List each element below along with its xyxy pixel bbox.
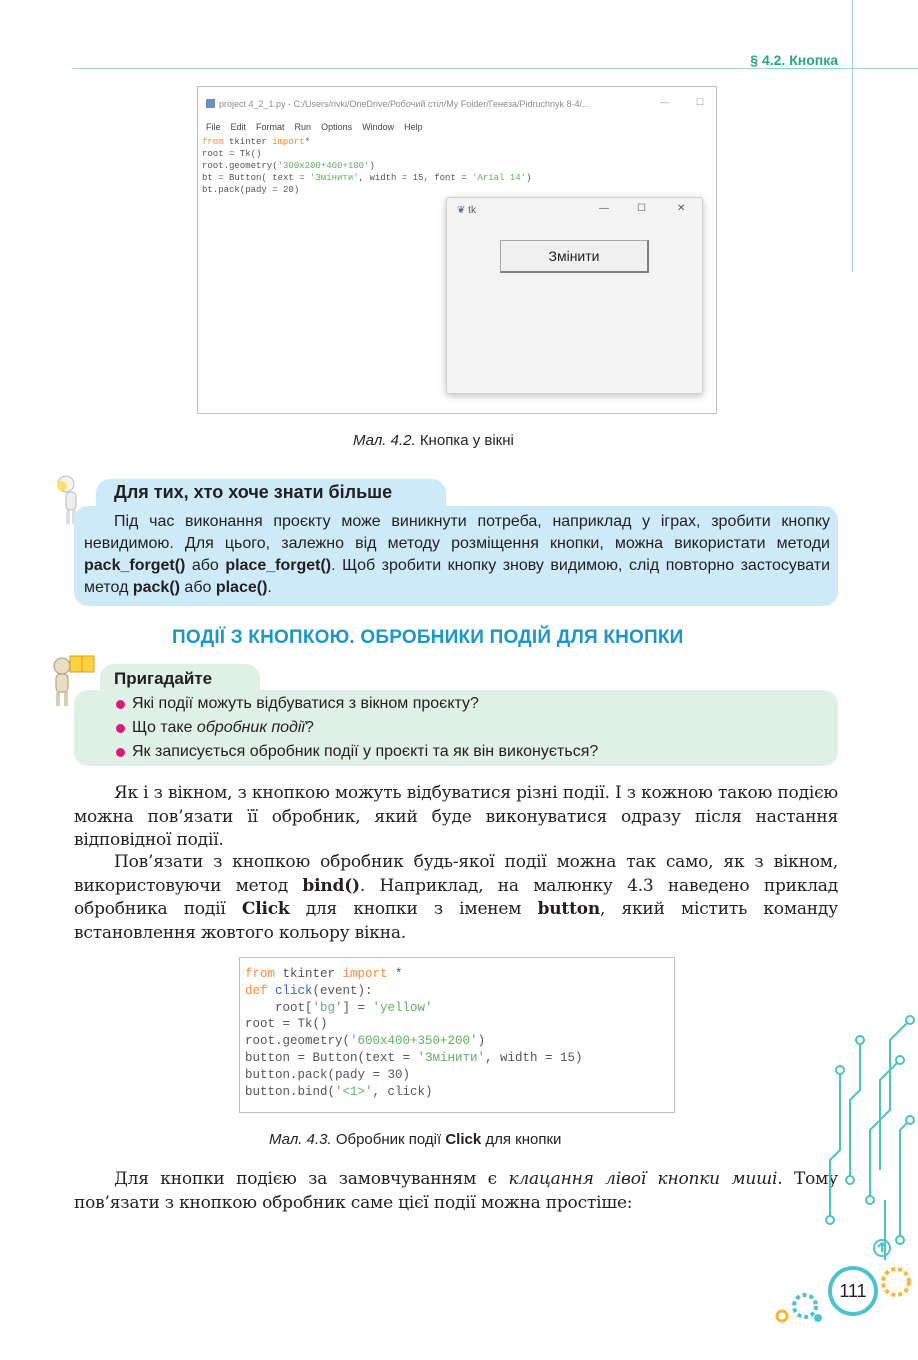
code-token-run: 'Змінити' (310, 173, 359, 183)
code-line (202, 161, 375, 171)
menu-window[interactable]: Window (362, 122, 395, 132)
tk-minimize-icon[interactable]: — (599, 203, 609, 214)
info-text-run: . (267, 579, 272, 596)
info-text-run: Під час виконання проєкту може виникнути потреба, наприклад у іграх, зробити кнопку невидимою. Для цього, залежно від методу розміщення кнопки, можна використати методи (84, 513, 830, 552)
info-text-run: place() (215, 579, 268, 596)
code-token-run: click (275, 983, 313, 998)
ide-title-text: project 4_2_1.py - C:/Users/rivki/OneDrive/Робочий стіл/My Folder/Генеза/Pidruchnyk 8-4/... (219, 99, 590, 109)
code-token-run: '<1>' (335, 1084, 373, 1099)
tk-window (446, 197, 703, 394)
tk-maximize-icon[interactable]: ☐ (637, 203, 646, 214)
remember-item-run: обробник події (196, 719, 305, 736)
paragraph-2-run: button (537, 899, 601, 919)
paragraph-2-run: Пов’язати з кнопкою обробник будь-якої події можна так само, як з вікном, використовуючи метод (74, 852, 838, 896)
code-token-run: root = Tk() (245, 1017, 328, 1032)
code-line (202, 137, 310, 147)
section-label: § 4.2. Кнопка (750, 52, 838, 68)
code-token-run: button.bind( (245, 1084, 336, 1099)
code-token-run: ] = (342, 1000, 373, 1015)
paragraph-2-run: , який містить команду встановлення жовтого кольору вікна. (74, 899, 838, 943)
page-number: 111 (828, 1266, 878, 1316)
code-token-run: 'Arial 14' (472, 173, 527, 183)
caption-text-pre: Обробник події (331, 1131, 446, 1148)
tk-window-title (457, 205, 476, 216)
menu-file[interactable]: File (206, 122, 221, 132)
section-heading: ПОДІЇ З КНОПКОЮ. ОБРОБНИКИ ПОДІЙ ДЛЯ КНОПКИ (172, 627, 684, 648)
info-text-run: . Щоб зробити кнопку знову видимою, слід повторно застосувати метод (84, 557, 831, 596)
code-line (245, 1068, 410, 1082)
code-token-run: button.pack(pady = 30) (245, 1067, 411, 1082)
paragraph-3-run: клацання лівої кнопки миші (508, 1169, 778, 1189)
paragraph-2-run: . Наприклад, на малюнку 4.3 наведено приклад обробника події (74, 875, 839, 919)
code-token-run: button = Button(text = (245, 1050, 418, 1065)
info-text-run: pack_forget() (84, 557, 186, 574)
remember-item (116, 692, 598, 716)
figure-4-2-caption (353, 432, 514, 449)
remember-item-run: Як записується обробник події у проєкті та як він виконується? (132, 743, 599, 760)
paragraph-3-run: . Тому пов’язати з кнопкою обробник саме цієї події можна простіше: (74, 1169, 838, 1213)
header-rule (72, 68, 918, 69)
code-listing (245, 966, 583, 1100)
paragraph-2-run: Click (241, 899, 290, 919)
code-line (202, 185, 299, 195)
ide-title-bar (206, 99, 589, 109)
code-token-run: tkinter (275, 967, 343, 981)
code-token-run: '300x200+400+100' (277, 161, 370, 171)
code-token-run: root.geometry( (245, 1034, 351, 1049)
ide-code-editor[interactable] (202, 136, 531, 196)
code-line (245, 1034, 485, 1048)
caption-text-post: для кнопки (481, 1131, 562, 1148)
code-token-run: ) (369, 161, 375, 171)
code-token-run: , click) (372, 1084, 433, 1099)
remember-list (116, 692, 598, 764)
paragraph-1 (74, 782, 838, 853)
tk-close-icon[interactable]: ✕ (677, 203, 686, 214)
code-token-run: ) (477, 1034, 486, 1049)
minimize-icon[interactable]: — (660, 97, 669, 107)
code-token-run: bt.pack(pady = 20) (202, 185, 300, 195)
info-box-text (84, 511, 830, 599)
code-token-run: '600x400+350+200' (350, 1034, 478, 1049)
code-token-run: (event): (312, 983, 373, 998)
code-line (245, 1051, 583, 1065)
feather-icon: ❦ (457, 205, 466, 216)
code-token-run: root.geometry( (202, 161, 278, 171)
maximize-icon[interactable]: ☐ (696, 97, 705, 107)
code-line (245, 1001, 433, 1015)
tk-title-text: tk (468, 205, 476, 216)
code-token-run (268, 984, 276, 998)
remember-item-run: Що таке (132, 719, 197, 736)
menu-edit[interactable]: Edit (230, 122, 247, 132)
code-token-run: bt = Button( text = (202, 173, 311, 183)
code-line (202, 173, 531, 183)
code-token-run: , width = 15) (485, 1050, 583, 1065)
tk-change-button[interactable]: Змінити (500, 240, 649, 273)
paragraph-2 (74, 851, 838, 945)
code-line (202, 149, 261, 159)
code-token-run: import (272, 137, 305, 147)
caption-number: Мал. 4.2. (353, 432, 416, 449)
paragraph-2-run: для кнопки з іменем (289, 899, 538, 919)
paragraph-3-run: Для кнопки подією за замовчуванням є (114, 1169, 509, 1189)
margin-rule (852, 0, 853, 272)
caption-text: Кнопка у вікні (415, 432, 514, 449)
code-token-run: , width = 15, font = (358, 173, 473, 183)
code-line (245, 984, 373, 998)
remember-box-title: Пригадайте (114, 669, 213, 688)
info-text-run: pack() (132, 579, 180, 596)
caption-bold: Click (445, 1131, 482, 1148)
code-token-run: root[ (245, 1000, 313, 1015)
info-box-title: Для тих, хто хоче знати більше (114, 482, 393, 502)
figure-4-2-screenshot (197, 86, 717, 414)
code-line (245, 1085, 433, 1099)
python-file-icon (206, 99, 215, 108)
code-token-run: 'Змінити' (417, 1050, 486, 1065)
code-token-run: from (202, 137, 224, 147)
code-token-run: tkinter (223, 137, 273, 147)
paragraph-3 (74, 1168, 838, 1215)
ide-menu-bar (206, 122, 433, 132)
remember-item-run: ? (304, 719, 314, 736)
remember-item-run: Які події можуть відбуватися з вікном проєкту? (132, 695, 479, 712)
paragraph-2-run: bind() (302, 875, 360, 896)
code-token-run: from (245, 967, 276, 981)
menu-help[interactable]: Help (404, 122, 423, 132)
info-text-run: або (185, 557, 226, 574)
code-token-run: * (304, 137, 311, 147)
remember-item (116, 716, 598, 740)
code-token-run: 'yellow' (372, 1000, 433, 1015)
code-line (245, 967, 403, 981)
menu-options[interactable]: Options (321, 122, 353, 132)
info-text-run: або (179, 579, 216, 596)
code-token-run: * (387, 967, 403, 981)
caption-number: Мал. 4.3. (269, 1131, 332, 1148)
info-text-run: place_forget() (225, 557, 332, 574)
menu-format[interactable]: Format (256, 122, 285, 132)
code-token-run: def (245, 983, 268, 998)
figure-4-3-code (239, 957, 675, 1113)
paragraph-1-run: Як і з вікном, з кнопкою можуть відбуватися різні події. І з кожною такою подією можна пов’язати її обробник, який буде виконуватися одразу після настання відповідної події. (74, 783, 838, 850)
code-token-run: 'bg' (312, 1000, 343, 1015)
code-token-run: import (342, 967, 388, 981)
code-token-run: ) (526, 173, 532, 183)
code-line (245, 1017, 328, 1031)
menu-run[interactable]: Run (294, 122, 312, 132)
figure-4-3-caption (269, 1131, 561, 1148)
remember-item (116, 740, 598, 764)
code-token-run: root = Tk() (202, 149, 262, 159)
